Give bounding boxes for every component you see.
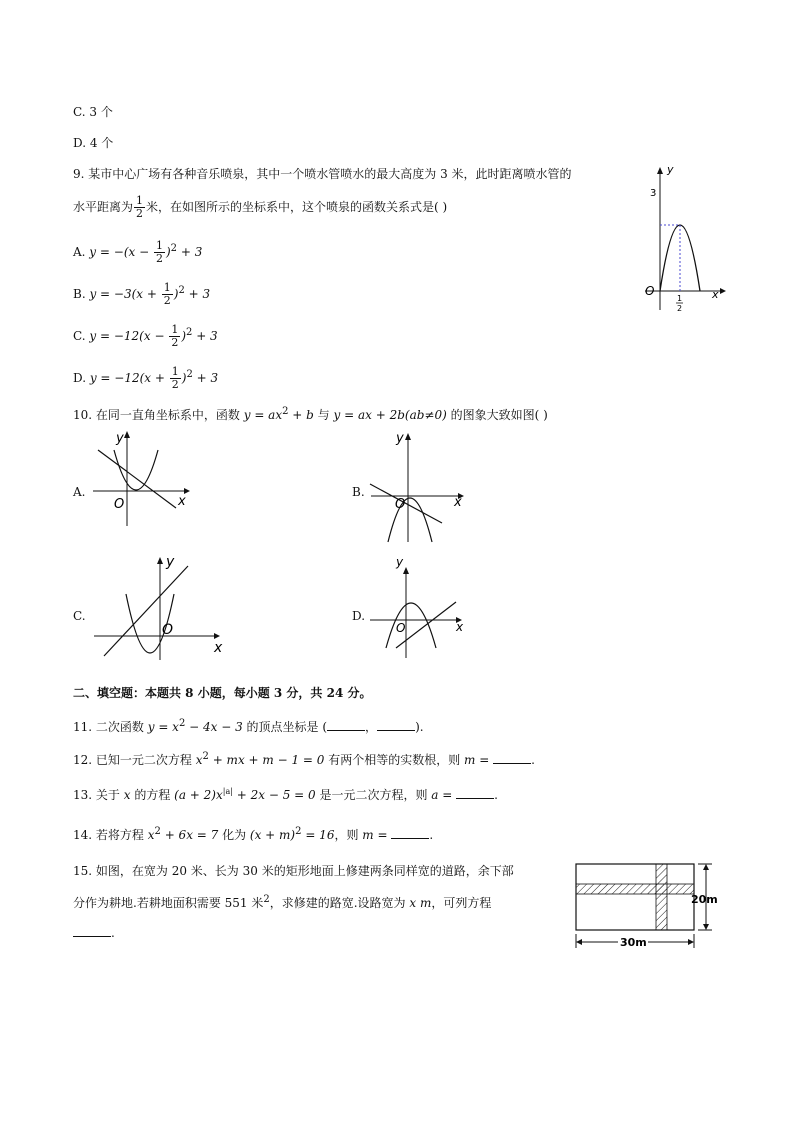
q9-option-c: C. y = −12(x − $\frac{1}{2}$ )$^2$ + 3	[73, 323, 218, 349]
origin-label: O	[395, 497, 406, 512]
arrow-up	[703, 864, 709, 870]
y-label: y	[396, 555, 404, 569]
q10-stem: 10. 在同一直角坐标系中，函数 $y = ax^2 + b$ 与 y = ax + 2b(ab≠0) 的图象大致如图( )	[73, 406, 548, 422]
half-num: 1	[677, 294, 683, 303]
x-label: x	[178, 494, 186, 509]
q15-field-figure	[570, 858, 730, 954]
parabola-curve	[114, 450, 158, 490]
x-label: x	[456, 620, 464, 634]
line-graph	[370, 484, 442, 523]
x-label: x	[214, 640, 223, 656]
arrow-right	[688, 939, 694, 945]
answer-blank	[377, 718, 415, 731]
q10-label-c: C.	[73, 609, 86, 623]
q9-stem-line2: 水平距离为 $\frac{1}{2}$ 米，在如图所示的坐标系中，这个喷泉的函数关系式是( )	[73, 194, 448, 220]
y-label: y	[166, 554, 175, 570]
q15-line3: .	[73, 924, 115, 942]
y-axis-arrow	[405, 433, 411, 440]
q15-line1: 15. 如图，在宽为 20 米、长为 30 米的矩形地面上修建两条同样宽的道路，余下部	[73, 864, 514, 878]
x-axis-arrow	[720, 288, 726, 294]
arrow-left	[576, 939, 582, 945]
y-axis-arrow	[657, 167, 663, 174]
y-axis-arrow	[157, 557, 163, 564]
q10-graph-d	[366, 552, 476, 660]
q10-label-d: D.	[352, 609, 366, 623]
q8-option-d: D. 4 个	[73, 136, 114, 150]
origin-label: O	[645, 284, 655, 298]
answer-blank	[73, 924, 111, 937]
length-label: 30m	[620, 936, 647, 949]
q9-stem-line1: 9. 某市中心广场有各种音乐喷泉，其中一个喷水管喷水的最大高度为 3 米，此时距离喷水管的	[73, 167, 572, 181]
q9-option-a: A. y = −(x − $\frac{1}{2}$ )$^2$ + 3	[73, 239, 203, 265]
answer-blank	[327, 718, 365, 731]
y-label: y	[667, 163, 674, 176]
origin-label: O	[114, 497, 125, 512]
q9-option-d: D. y = −12(x + $\frac{1}{2}$ )$^2$ + 3	[73, 365, 219, 391]
q10-graph-c	[90, 552, 230, 662]
q9-fountain-figure	[640, 160, 730, 312]
field-rect	[576, 864, 694, 930]
line-graph	[104, 566, 188, 656]
q9-option-b: B. y = −3(x + $\frac{1}{2}$ )$^2$ + 3	[73, 281, 211, 307]
origin-label: O	[162, 622, 174, 638]
horizontal-road	[576, 884, 694, 894]
parabola-curve	[386, 603, 436, 648]
q10-graph-a	[88, 428, 198, 528]
q15-line2: 分作为耕地.若耕地面积需要 551 米$^2$，求修建的路宽.设路宽为 x m，可列方程	[73, 894, 492, 910]
y-axis-arrow	[124, 431, 130, 438]
origin-label: O	[396, 621, 406, 635]
q11: 11. 二次函数 $y = x^2 - 4x - 3$ 的顶点坐标是 ( ， ).	[73, 718, 424, 734]
vertical-road	[656, 864, 667, 930]
half-den: 2	[677, 304, 683, 312]
q10-label-b: B.	[352, 485, 365, 499]
three-label: 3	[650, 188, 657, 199]
y-axis-arrow	[403, 567, 409, 574]
section-heading: 二、填空题：本题共 8 小题，每小题 3 分，共 24 分。	[73, 686, 372, 700]
x-label: x	[712, 288, 719, 301]
y-label: y	[116, 431, 124, 446]
x-label: x	[454, 495, 462, 510]
line-graph	[98, 450, 176, 508]
arrow-down	[703, 924, 709, 930]
q8-option-c: C. 3 个	[73, 105, 113, 119]
q14: 14. 若将方程 $x^2 + 6x = 7$ 化为 $(x + m)^2 = 16$，则 m = .	[73, 826, 434, 842]
x-axis-arrow	[214, 633, 220, 639]
width-label: 20m	[691, 893, 718, 906]
q12: 12. 已知一元二次方程 $x^2$ + mx + m − 1 = 0 有两个相等的实数根，则 m = .	[73, 751, 535, 767]
answer-blank	[493, 751, 531, 764]
q10-graph-b	[366, 428, 476, 546]
answer-blank	[456, 786, 494, 799]
answer-blank	[391, 826, 429, 839]
q10-label-a: A.	[73, 485, 86, 499]
y-label: y	[396, 431, 404, 446]
q13: 13. 关于 x 的方程 $(a + 2)x^{|a|} + 2x - 5 = 0$ 是一元二次方程，则 a = .	[73, 787, 498, 802]
